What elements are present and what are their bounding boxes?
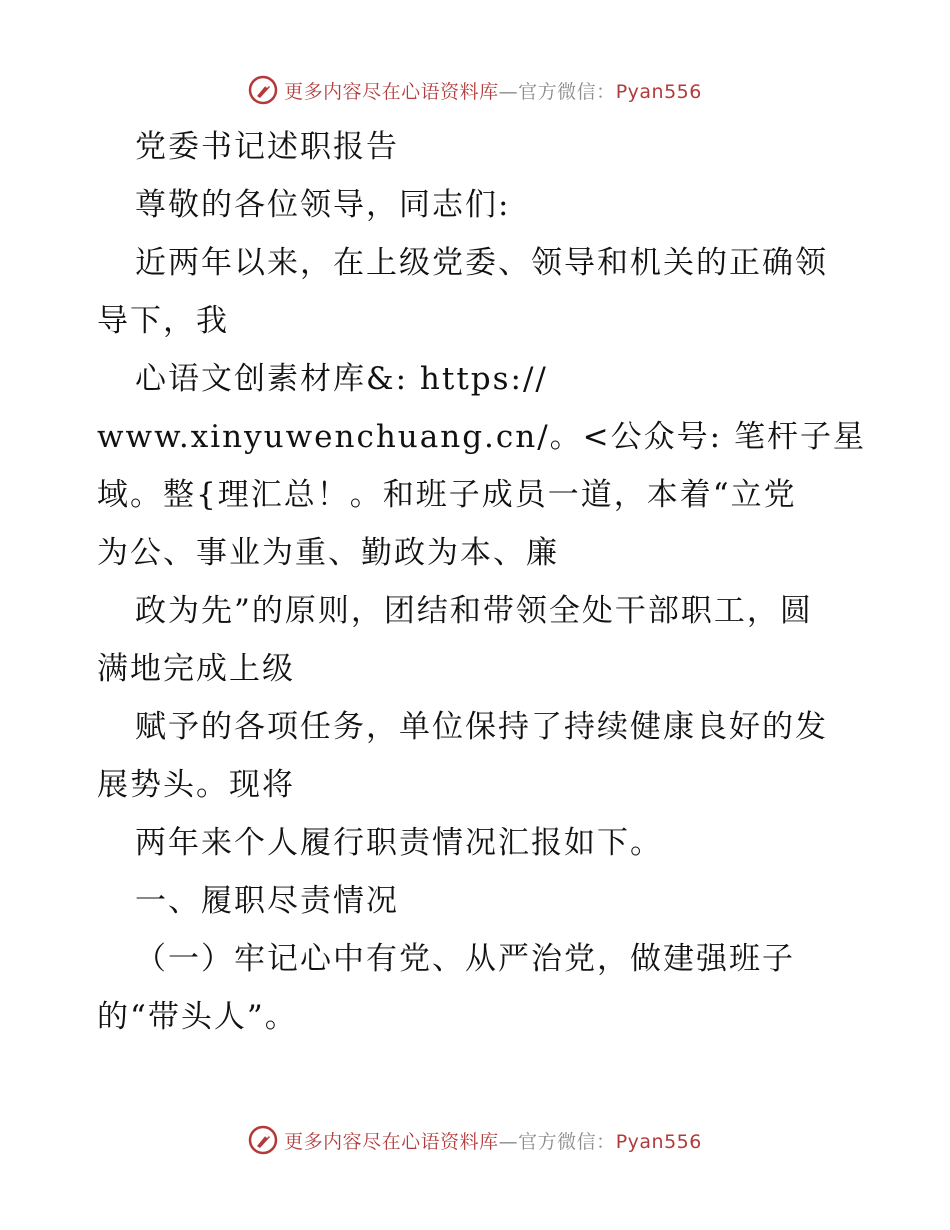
- paragraph-line: 满地完成上级: [97, 651, 295, 687]
- footer-site-text: 更多内容尽在心语资料库: [284, 1130, 499, 1153]
- paragraph-line: 为公、事业为重、勤政为本、廉: [97, 535, 559, 571]
- subsection-heading: （一）牢记心中有党、从严治党，做建强班子: [135, 941, 795, 977]
- footer-wechat-label: 官方微信：: [518, 1130, 616, 1153]
- salutation: 尊敬的各位领导，同志们:: [135, 187, 511, 223]
- document-body: [97, 118, 866, 1046]
- paragraph-line: 两年来个人履行职责情况汇报如下。: [135, 825, 663, 861]
- header-banner-text: [284, 77, 702, 104]
- paragraph-line: 赋予的各项任务，单位保持了持续健康良好的发: [135, 709, 828, 745]
- header-dash: —: [498, 80, 519, 103]
- footer-dash: —: [498, 1130, 519, 1153]
- header-wechat-label: 官方微信：: [518, 80, 616, 103]
- paragraph-line: 展势头。现将: [97, 767, 295, 803]
- pen-nib-logo-icon: [248, 1125, 278, 1155]
- paragraph-line: 导下，我: [97, 303, 229, 339]
- paragraph-line: www.xinyuwenchuang.cn/。<公众号: 笔杆子星: [97, 419, 866, 455]
- footer-banner-text: [284, 1127, 702, 1154]
- paragraph-line: 心语文创素材库&: https://: [135, 361, 548, 397]
- header-site-text: 更多内容尽在心语资料库: [284, 80, 499, 103]
- section-heading: 一、履职尽责情况: [135, 883, 399, 919]
- paragraph-line: 政为先”的原则，团结和带领全处干部职工，圆: [135, 593, 813, 629]
- header-wechat-handle: Pyan556: [615, 80, 702, 103]
- footer-wechat-handle: Pyan556: [615, 1130, 702, 1153]
- footer-banner: [0, 1120, 950, 1160]
- paragraph-line: 近两年以来，在上级党委、领导和机关的正确领: [135, 245, 828, 281]
- header-banner: [0, 70, 950, 110]
- document-title: 党委书记述职报告: [135, 129, 399, 165]
- pen-nib-logo-icon: [248, 75, 278, 105]
- subsection-heading-continued: 的“带头人”。: [97, 999, 298, 1035]
- paragraph-line: 域。整{理汇总！。和班子成员一道，本着“立党: [97, 477, 797, 513]
